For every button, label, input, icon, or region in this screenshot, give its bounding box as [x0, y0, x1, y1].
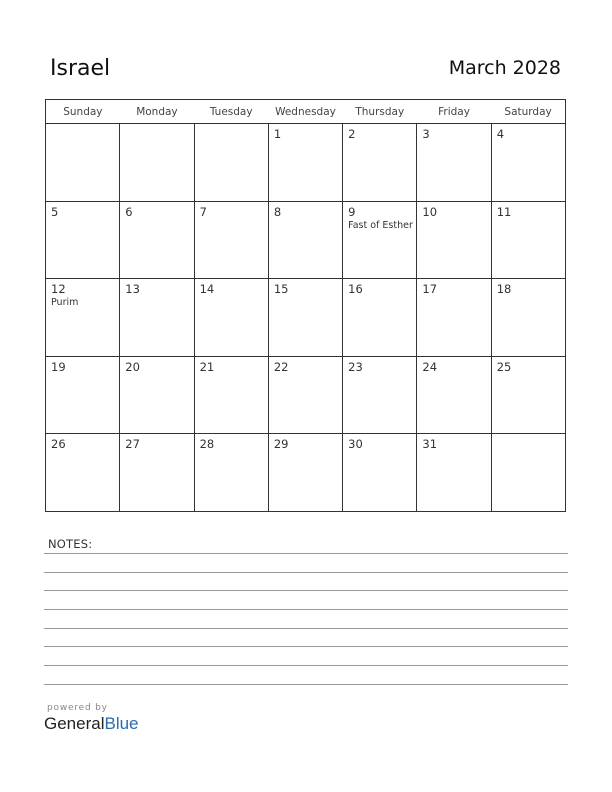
day-number: 10 [422, 204, 438, 219]
day-number: 19 [51, 359, 66, 374]
day-cell [194, 279, 268, 357]
day-number: 20 [125, 359, 140, 374]
day-number: 21 [199, 359, 215, 374]
weekday-thursday: Thursday [343, 100, 417, 124]
day-cell [120, 279, 194, 357]
note-line [44, 590, 568, 591]
day-number: 3 [422, 127, 430, 141]
weekday-wednesday: Wednesday [268, 100, 342, 124]
day-cell [417, 279, 491, 357]
day-cell [46, 356, 120, 434]
day-number: 18 [496, 282, 512, 297]
day-cell [268, 434, 342, 512]
day-number: 28 [199, 437, 215, 452]
day-number: 9 [348, 204, 356, 219]
day-cell [46, 124, 120, 202]
note-line [44, 646, 568, 647]
day-number: 26 [51, 437, 66, 452]
day-cell [268, 201, 342, 279]
day-number: 27 [125, 437, 140, 452]
day-cell [343, 124, 417, 202]
day-number: 1 [273, 127, 282, 141]
weekday-friday: Friday [417, 100, 491, 124]
day-cell [268, 279, 342, 357]
note-line [44, 628, 568, 629]
day-cell [417, 434, 491, 512]
day-number: 30 [348, 437, 363, 452]
note-line [44, 684, 568, 685]
day-cell [343, 279, 417, 357]
day-number: 23 [348, 359, 363, 374]
day-number: 5 [51, 204, 59, 219]
day-cell [120, 356, 194, 434]
day-cell [491, 279, 565, 357]
day-number: 2 [348, 127, 356, 141]
day-number: 24 [422, 359, 438, 374]
day-cell [120, 124, 194, 202]
week-row [46, 124, 566, 202]
day-number: 11 [496, 204, 512, 219]
calendar-grid [45, 99, 566, 512]
weekday-tuesday: Tuesday [194, 100, 268, 124]
day-cell [268, 356, 342, 434]
note-line [44, 572, 568, 573]
day-cell [194, 124, 268, 202]
day-cell [343, 201, 417, 279]
brand-name [44, 714, 139, 734]
day-cell [491, 124, 565, 202]
weekday-saturday: Saturday [491, 100, 565, 124]
month-title: March 2028 [448, 57, 561, 79]
weekday-monday: Monday [120, 100, 194, 124]
day-cell [46, 279, 120, 357]
week-row [46, 201, 566, 279]
day-number: 4 [496, 127, 505, 141]
note-line [44, 553, 568, 554]
day-cell [491, 434, 565, 512]
day-number: 8 [273, 204, 282, 219]
country-title: Israel [50, 56, 111, 81]
weekday-header-row [46, 100, 566, 124]
holiday-label: Purim [51, 297, 79, 309]
day-cell [417, 124, 491, 202]
day-cell [417, 201, 491, 279]
day-cell [268, 124, 342, 202]
week-row [46, 279, 566, 357]
week-row [46, 356, 566, 434]
week-row [46, 434, 566, 512]
day-cell [120, 434, 194, 512]
day-number: 12 [51, 282, 66, 297]
day-cell [194, 434, 268, 512]
holiday-label: Fast of Esther [348, 219, 413, 231]
day-cell [343, 434, 417, 512]
day-cell [343, 356, 417, 434]
day-number: 29 [273, 437, 289, 452]
brand-name-general: General [44, 714, 105, 733]
day-cell [120, 201, 194, 279]
day-number: 22 [273, 359, 289, 374]
brand-name-blue: Blue [104, 714, 139, 733]
note-line [44, 609, 568, 610]
day-number: 13 [125, 282, 140, 297]
day-number: 7 [199, 204, 207, 219]
weekday-sunday: Sunday [46, 100, 120, 124]
note-line [44, 665, 568, 666]
day-number: 6 [125, 204, 133, 219]
day-cell [491, 356, 565, 434]
day-number: 14 [199, 282, 215, 297]
day-cell [194, 356, 268, 434]
day-cell [194, 201, 268, 279]
day-number: 31 [422, 437, 438, 452]
day-number: 16 [348, 282, 363, 297]
day-cell [46, 434, 120, 512]
day-number: 25 [496, 359, 512, 374]
brand-logo [44, 703, 139, 734]
day-cell [46, 201, 120, 279]
day-number: 17 [422, 282, 438, 297]
powered-by-text: powered by [47, 703, 108, 713]
day-cell [417, 356, 491, 434]
notes-label: NOTES: [48, 537, 93, 551]
day-number: 15 [273, 282, 289, 297]
day-cell [491, 201, 565, 279]
